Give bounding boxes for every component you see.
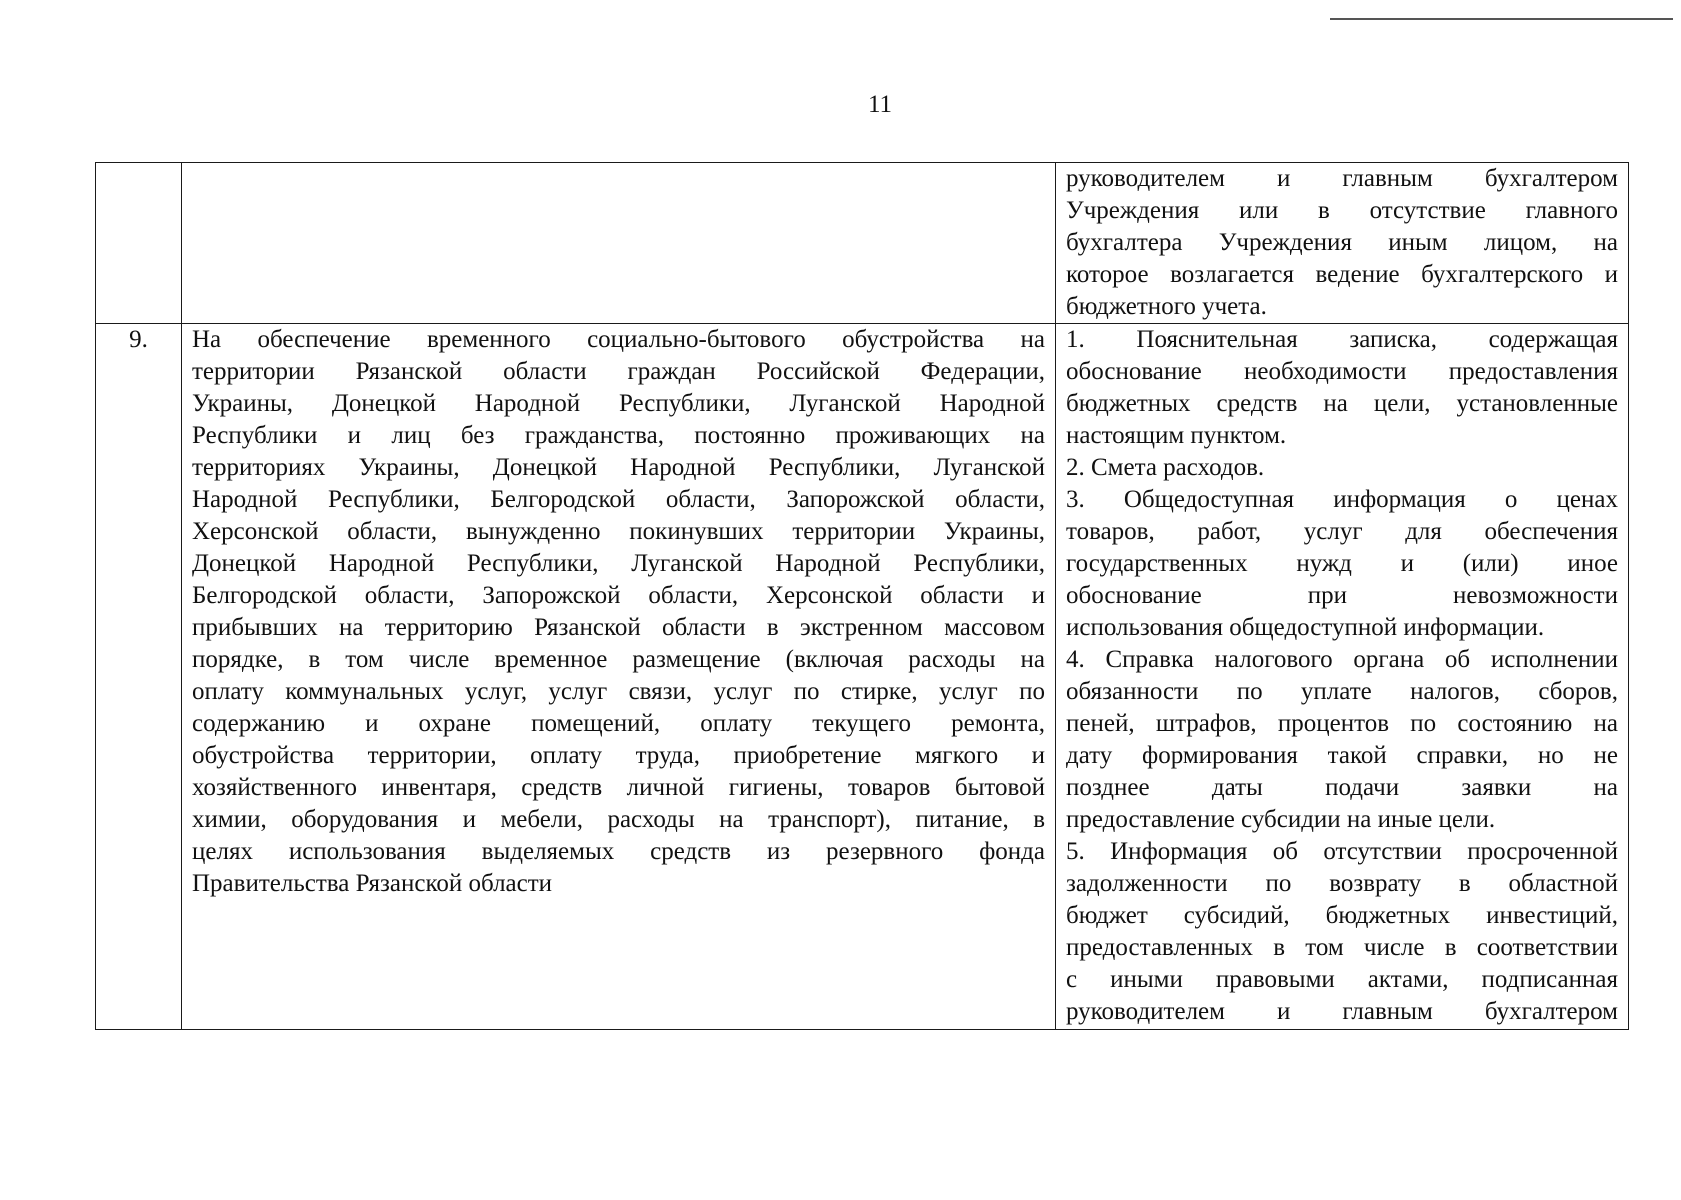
text-line: Учреждения или в отсутствие главного <box>1066 197 1618 224</box>
text-line: 1. Пояснительная записка, содержащая <box>1066 326 1618 353</box>
text-line: задолженности по возврату в областной <box>1066 870 1618 897</box>
text-line: 4. Справка налогового органа об исполнении <box>1066 646 1618 673</box>
text-line: обоснование при невозможности <box>1066 582 1618 609</box>
text-line: с иными правовыми актами, подписанная <box>1066 966 1618 993</box>
text-line: предоставленных в том числе в соответствии <box>1066 934 1618 961</box>
documents-cell <box>1056 163 1629 324</box>
text-line: территории Рязанской области граждан Российской Федерации, <box>192 358 1045 385</box>
text-line: обязанности по уплате налогов, сборов, <box>1066 678 1618 705</box>
text-line: 3. Общедоступная информация о ценах <box>1066 486 1618 513</box>
text-line: порядке, в том числе временное размещение (включая расходы на <box>192 646 1045 673</box>
text-line: прибывших на территорию Рязанской области в экстренном массовом <box>192 614 1045 641</box>
content-table <box>95 162 1629 1030</box>
documents-text <box>1066 324 1618 1028</box>
text-line: содержанию и охране помещений, оплату текущего ремонта, <box>192 710 1045 737</box>
text-line: хозяйственного инвентаря, средств личной гигиены, товаров бытовой <box>192 774 1045 801</box>
text-line: руководителем и главным бухгалтером <box>1066 998 1618 1025</box>
text-line: оплату коммунальных услуг, услуг связи, услуг по стирке, услуг по <box>192 678 1045 705</box>
text-line: использования общедоступной информации. <box>1066 614 1545 641</box>
text-line: государственных нужд и (или) иное <box>1066 550 1618 577</box>
text-line: пеней, штрафов, процентов по состоянию на <box>1066 710 1618 737</box>
text-line: Украины, Донецкой Народной Республики, Луганской Народной <box>192 390 1045 417</box>
text-line: позднее даты подачи заявки на <box>1066 774 1618 801</box>
header-rule <box>1330 18 1673 20</box>
text-line: дату формирования такой справки, но не <box>1066 742 1618 769</box>
row-number-cell <box>96 163 182 324</box>
text-line: бюджетного учета. <box>1066 293 1267 320</box>
text-line: бюджетных средств на цели, установленные <box>1066 390 1618 417</box>
purpose-text <box>192 324 1045 900</box>
text-line: бухгалтера Учреждения иным лицом, на <box>1066 229 1618 256</box>
purpose-cell <box>182 163 1056 324</box>
text-line: обустройства территории, оплату труда, приобретение мягкого и <box>192 742 1045 769</box>
text-line: территориях Украины, Донецкой Народной Республики, Луганской <box>192 454 1045 481</box>
text-line: Правительства Рязанской области <box>192 870 553 897</box>
text-line: руководителем и главным бухгалтером <box>1066 165 1618 192</box>
text-line: химии, оборудования и мебели, расходы на транспорт), питание, в <box>192 806 1045 833</box>
page-number: 11 <box>867 91 893 118</box>
text-line: Донецкой Народной Республики, Луганской Народной Республики, <box>192 550 1045 577</box>
documents-cell <box>1056 324 1629 1030</box>
documents-text <box>1066 163 1618 323</box>
text-line: товаров, работ, услуг для обеспечения <box>1066 518 1618 545</box>
row-number-cell: 9. <box>96 324 182 1030</box>
text-line: 5. Информация об отсутствии просроченной <box>1066 838 1618 865</box>
table-row <box>96 324 1629 1030</box>
text-line: настоящим пунктом. <box>1066 422 1287 449</box>
text-line: бюджет субсидий, бюджетных инвестиций, <box>1066 902 1618 929</box>
text-line: На обеспечение временного социально-бытового обустройства на <box>192 326 1045 353</box>
text-line: предоставление субсидии на иные цели. <box>1066 806 1496 833</box>
purpose-cell <box>182 324 1056 1030</box>
text-line: целях использования выделяемых средств из резервного фонда <box>192 838 1045 865</box>
text-line: Херсонской области, вынужденно покинувших территории Украины, <box>192 518 1045 545</box>
text-line: обоснование необходимости предоставления <box>1066 358 1618 385</box>
text-line: Республики и лиц без гражданства, постоянно проживающих на <box>192 422 1045 449</box>
text-line: Народной Республики, Белгородской области, Запорожской области, <box>192 486 1045 513</box>
text-line: Белгородской области, Запорожской области, Херсонской области и <box>192 582 1045 609</box>
text-line: которое возлагается ведение бухгалтерского и <box>1066 261 1618 288</box>
table-row <box>96 163 1629 324</box>
text-line: 2. Смета расходов. <box>1066 454 1265 481</box>
